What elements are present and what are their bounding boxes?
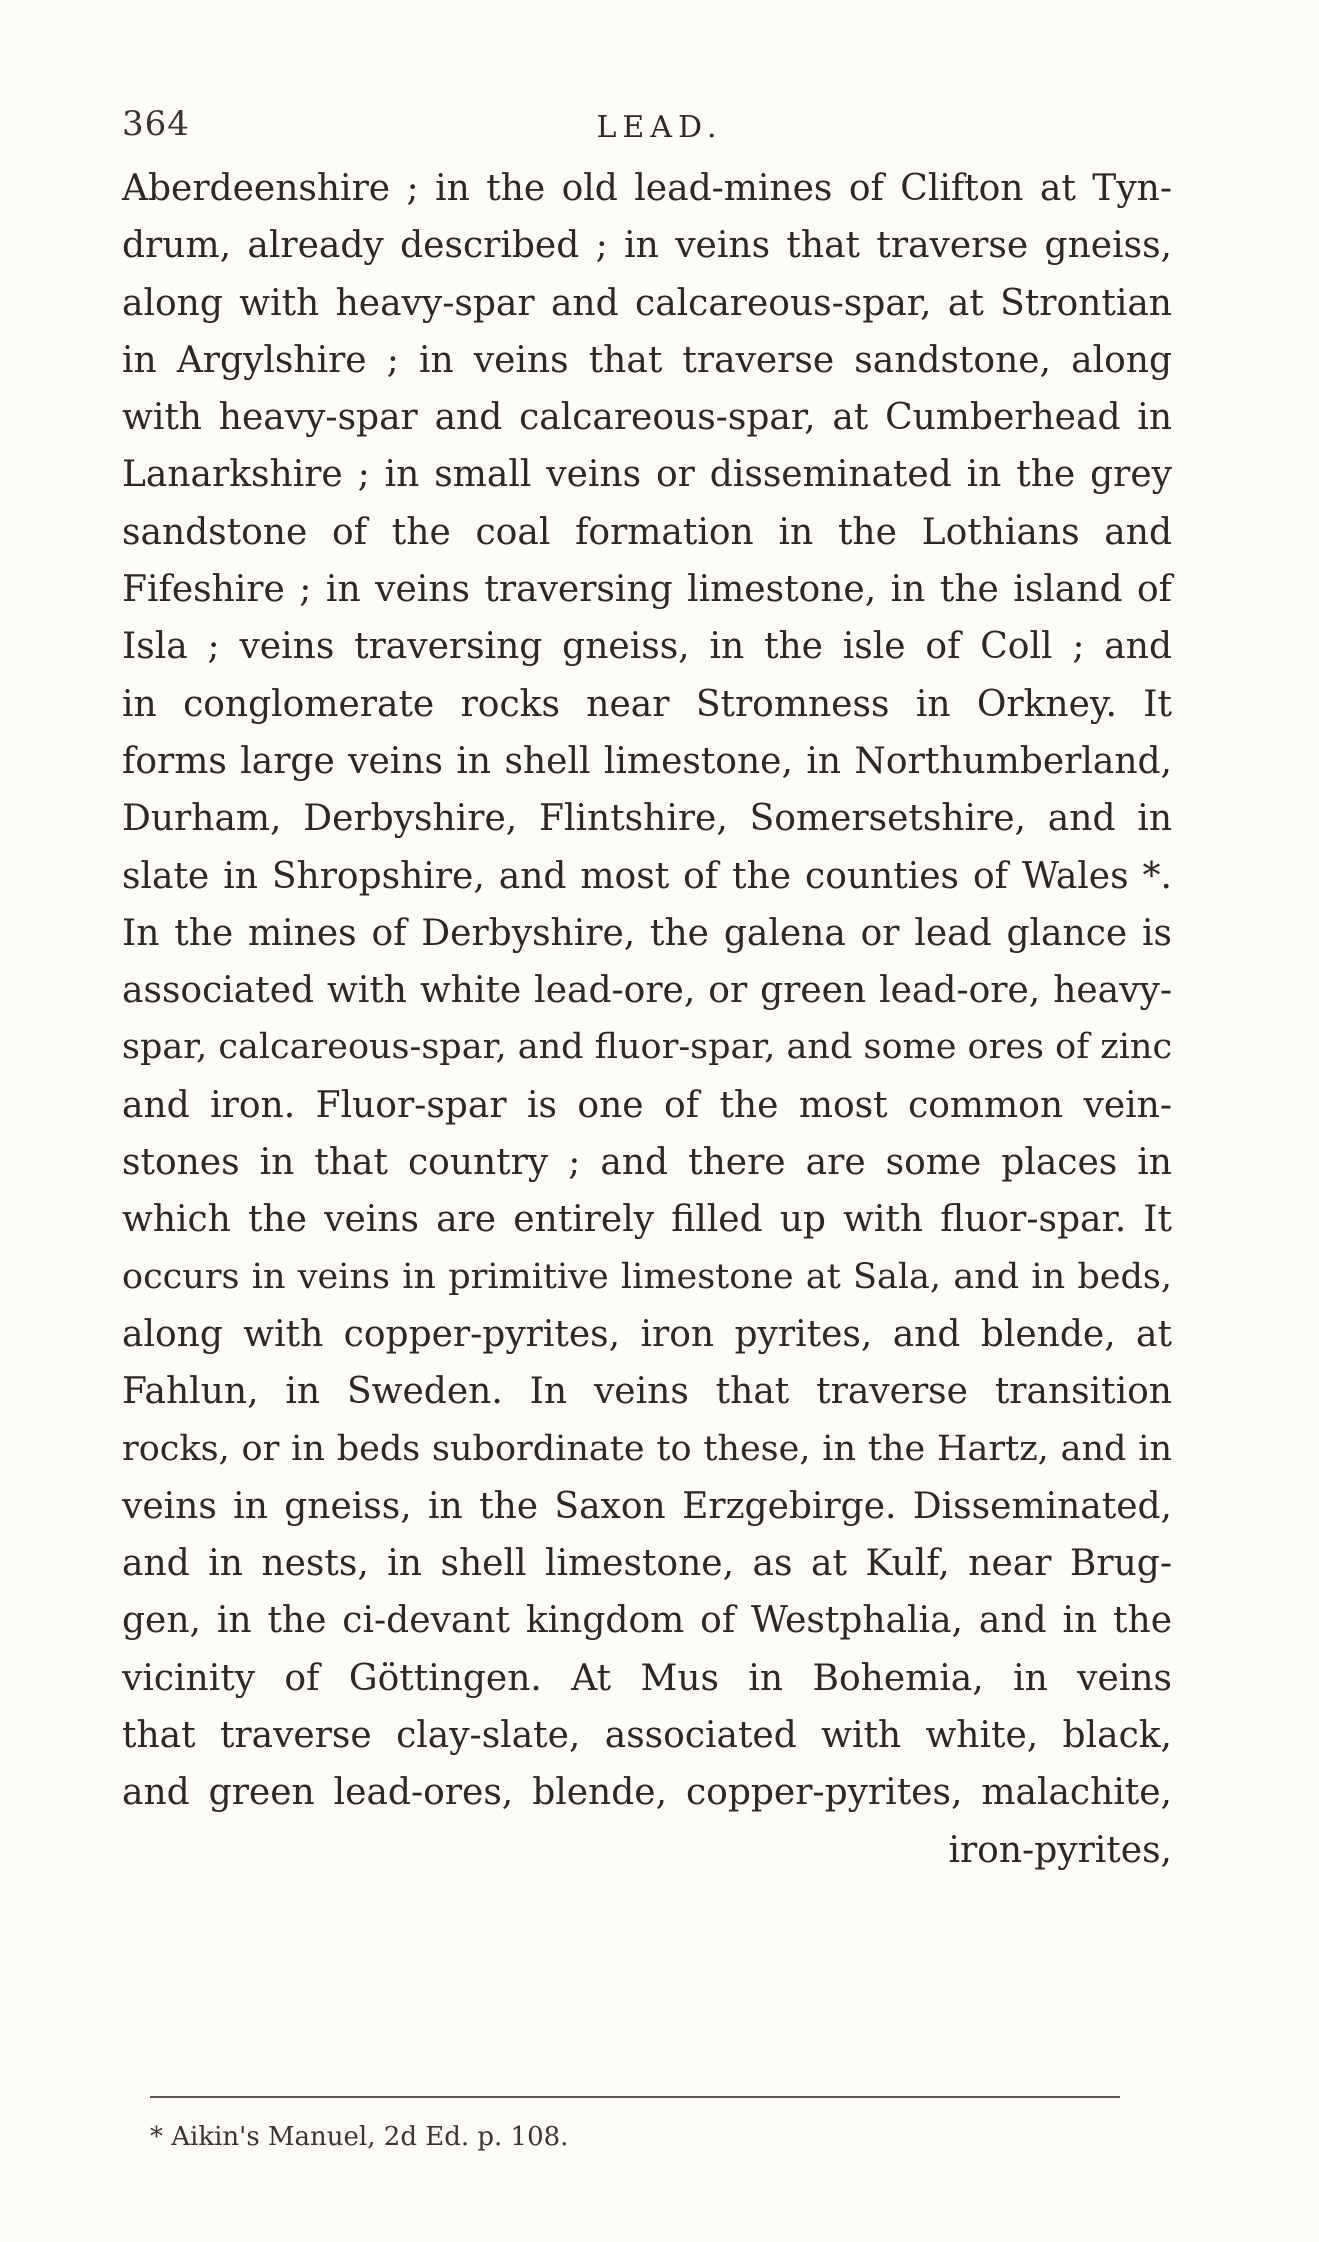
text-line: in conglomerate rocks near Stromness in Orkney. It [122,683,1172,725]
text-line: and green lead-ores, blende, copper-pyrites, malachite, [122,1772,1172,1814]
text-line: and in nests, in shell limestone, as at Kulf, near Brug- [122,1543,1172,1585]
text-line: Durham, Derbyshire, Flintshire, Somersetshire, and in [122,798,1172,840]
text-line: In the mines of Derbyshire, the galena or lead glance is [122,912,1172,954]
footnote-rule [150,2096,1120,2098]
text-line: forms large veins in shell limestone, in Northumberland, [122,740,1172,782]
text-line: associated with white lead-ore, or green lead-ore, heavy- [122,970,1172,1012]
text-line: in Argylshire ; in veins that traverse sandstone, along [122,339,1172,381]
text-line: along with copper-pyrites, iron pyrites, and blende, at [122,1313,1172,1355]
text-line: occurs in veins in primitive limestone at Sala, and in beds, [122,1256,1172,1297]
text-line: veins in gneiss, in the Saxon Erzgebirge. Disseminated, [122,1485,1172,1527]
running-title: LEAD. [596,110,723,145]
page-number: 364 [122,104,190,144]
text-line: drum, already described ; in veins that traverse gneiss, [122,225,1172,267]
text-line: Fahlun, in Sweden. In veins that traverse transition [122,1371,1172,1413]
text-line: rocks, or in beds subordinate to these, in the Hartz, and in [122,1428,1172,1469]
text-line: stones in that country ; and there are some places in [122,1142,1172,1184]
text-line: sandstone of the coal formation in the Lothians and [122,511,1172,553]
text-line: slate in Shropshire, and most of the counties of Wales *. [122,855,1172,897]
text-line: along with heavy-spar and calcareous-spar, at Strontian [122,282,1172,324]
body-text [122,160,1172,1879]
text-line: vicinity of Göttingen. At Mus in Bohemia, in veins [122,1657,1172,1699]
text-line: spar, calcareous-spar, and fluor-spar, and some ores of zinc [122,1027,1173,1068]
text-line: Aberdeenshire ; in the old lead-mines of Clifton at Tyn- [122,168,1172,209]
text-line: Fifeshire ; in veins traversing limestone, in the island of [122,569,1172,611]
text-line: Lanarkshire ; in small veins or disseminated in the grey [122,454,1172,496]
text-line: with heavy-spar and calcareous-spar, at Cumberhead in [122,397,1172,439]
footnote: * Aikin's Manuel, 2d Ed. p. 108. [150,2122,569,2152]
text-line: Isla ; veins traversing gneiss, in the isle of Coll ; and [122,626,1172,668]
text-line: which the veins are entirely filled up with fluor-spar. It [122,1199,1172,1241]
text-line: gen, in the ci-devant kingdom of Westphalia, and in the [122,1600,1172,1642]
text-line: and iron. Fluor-spar is one of the most common vein- [122,1084,1172,1126]
text-line: that traverse clay-slate, associated with white, black, [122,1715,1172,1757]
text-line-catchword: iron-pyrites, [948,1829,1172,1871]
